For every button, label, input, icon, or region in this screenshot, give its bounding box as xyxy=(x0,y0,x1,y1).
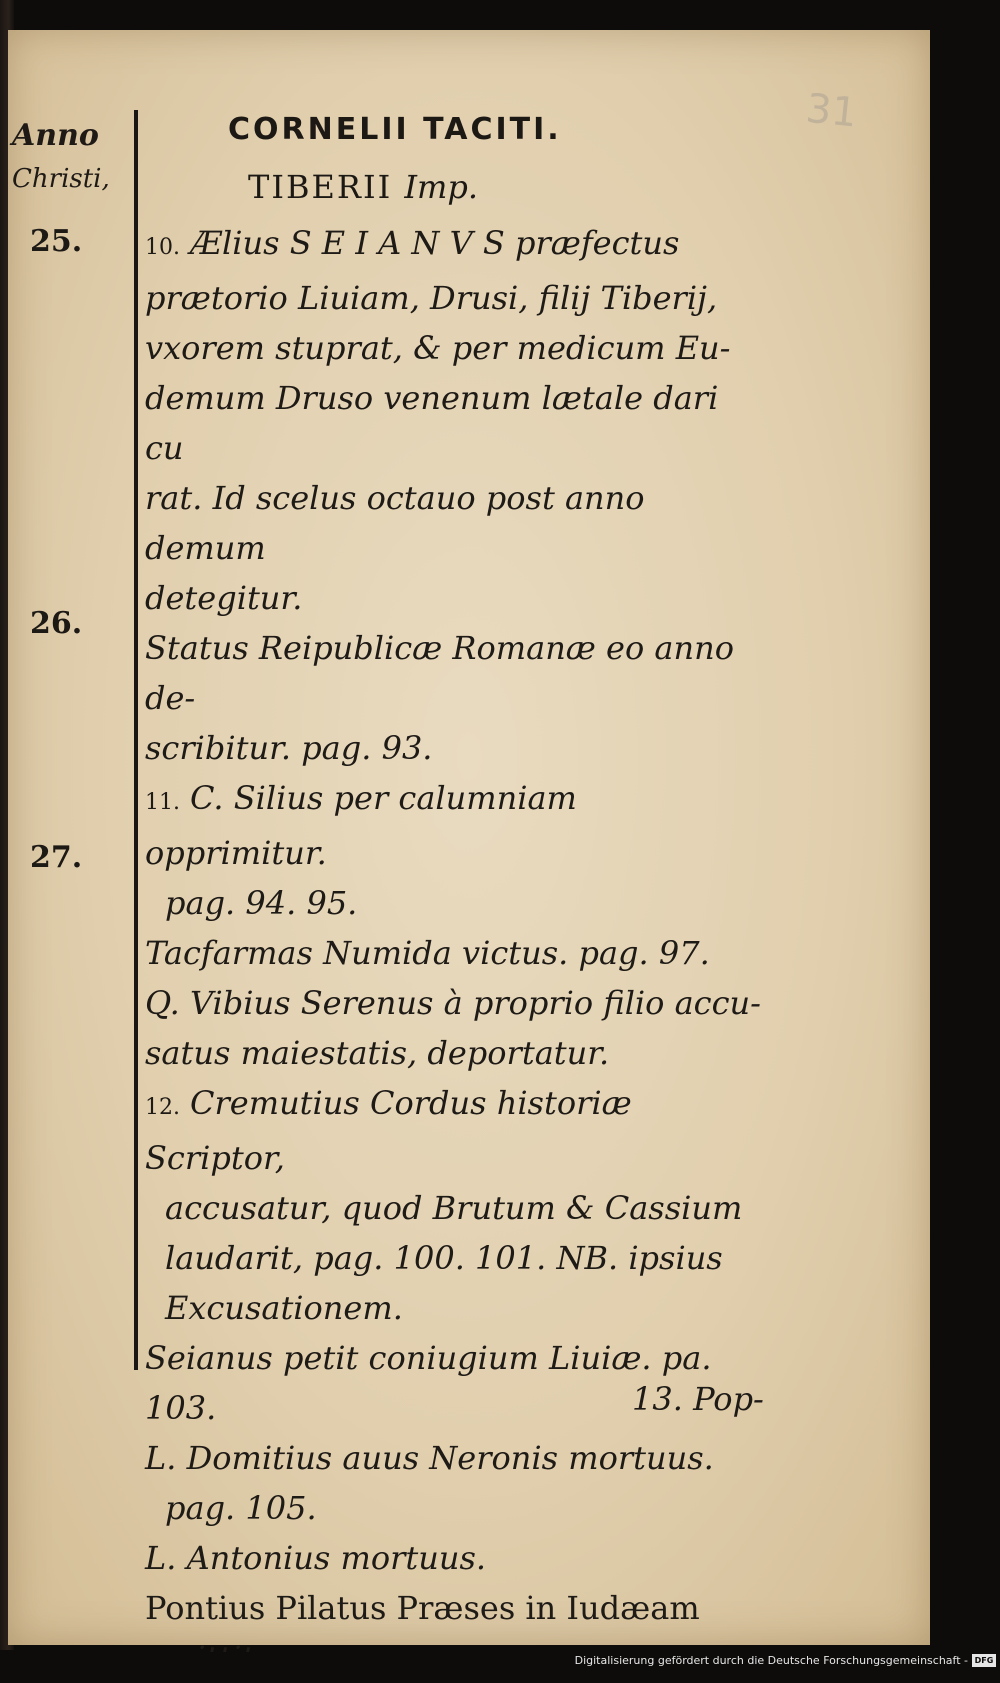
text-line: rat. Id scelus octauo post anno demum xyxy=(145,479,645,567)
entry xyxy=(145,623,765,773)
text-line: vxorem stuprat, & per medicum Eu- xyxy=(145,329,731,367)
entry xyxy=(145,1533,765,1583)
text-line: Pontius Pilatus Præses in Iudæam xyxy=(145,1589,700,1627)
text-line: satus maiestatis, deportatur. xyxy=(145,1034,610,1072)
margin-label-anno: Anno xyxy=(12,118,99,153)
text-line: prætorio Liuiam, Drusi, filij Tiberij, xyxy=(145,279,718,317)
entry-number: 10. xyxy=(145,235,180,260)
margin-year: 27. xyxy=(30,840,83,875)
margin-year: 26. xyxy=(30,606,83,641)
margin-label-christi: Christi, xyxy=(12,164,110,194)
entry-number: 11. xyxy=(145,790,180,815)
text-line: detegitur. xyxy=(145,579,303,617)
margin-rule xyxy=(134,110,138,1370)
text-line: scribitur. pag. 93. xyxy=(145,729,433,767)
entry xyxy=(145,1078,765,1333)
running-header: CORNELII TACITI. xyxy=(228,112,562,147)
body-text xyxy=(145,218,765,1683)
text-line: demum Druso venenum lætale dari cu xyxy=(145,379,719,467)
entry xyxy=(145,978,765,1078)
text-line: Excusationem. xyxy=(165,1289,403,1327)
page-number: 31 xyxy=(803,85,860,137)
entry xyxy=(145,928,765,978)
text-line: L. Domitius auus Neronis mortuus. xyxy=(145,1439,714,1477)
text-line: Ælius S E I A N V S præfectus xyxy=(190,224,680,262)
text-line: Status Reipublicæ Romanæ eo anno de- xyxy=(145,629,734,717)
entry-number: 12. xyxy=(145,1095,180,1120)
entry xyxy=(145,773,765,928)
text-line: pag. 94. 95. xyxy=(165,884,358,922)
margin-year: 25. xyxy=(30,224,83,259)
text-line: C. Silius per calumniam opprimitur. xyxy=(145,779,577,872)
text-line: Seianus petit coniugium Liuiæ. pa. 103. xyxy=(145,1339,712,1427)
text-line: L. Antonius mortuus. xyxy=(145,1539,487,1577)
heading-main: TIBERII xyxy=(248,168,393,206)
heading-italic: Imp. xyxy=(404,168,479,206)
text-line: Tacfarmas Numida victus. pag. 97. xyxy=(145,934,710,972)
dfg-logo: DFG xyxy=(972,1654,996,1667)
section-heading xyxy=(248,168,478,206)
text-line: Cremutius Cordus historiæ Scriptor, xyxy=(145,1084,632,1177)
entry xyxy=(145,1433,765,1533)
text-line: pag. 105. xyxy=(165,1489,317,1527)
catchword: 13. Pop- xyxy=(632,1380,764,1418)
text-line: Q. Vibius Serenus à proprio filio accu- xyxy=(145,984,761,1022)
text-line: accusatur, quod Brutum & Cassium xyxy=(165,1189,743,1227)
text-line: laudarit, pag. 100. 101. NB. ipsius xyxy=(165,1239,723,1277)
entry xyxy=(145,218,765,623)
footer-credit: Digitalisierung gefördert durch die Deutsche Forschungsgemeinschaft - xyxy=(574,1654,968,1667)
